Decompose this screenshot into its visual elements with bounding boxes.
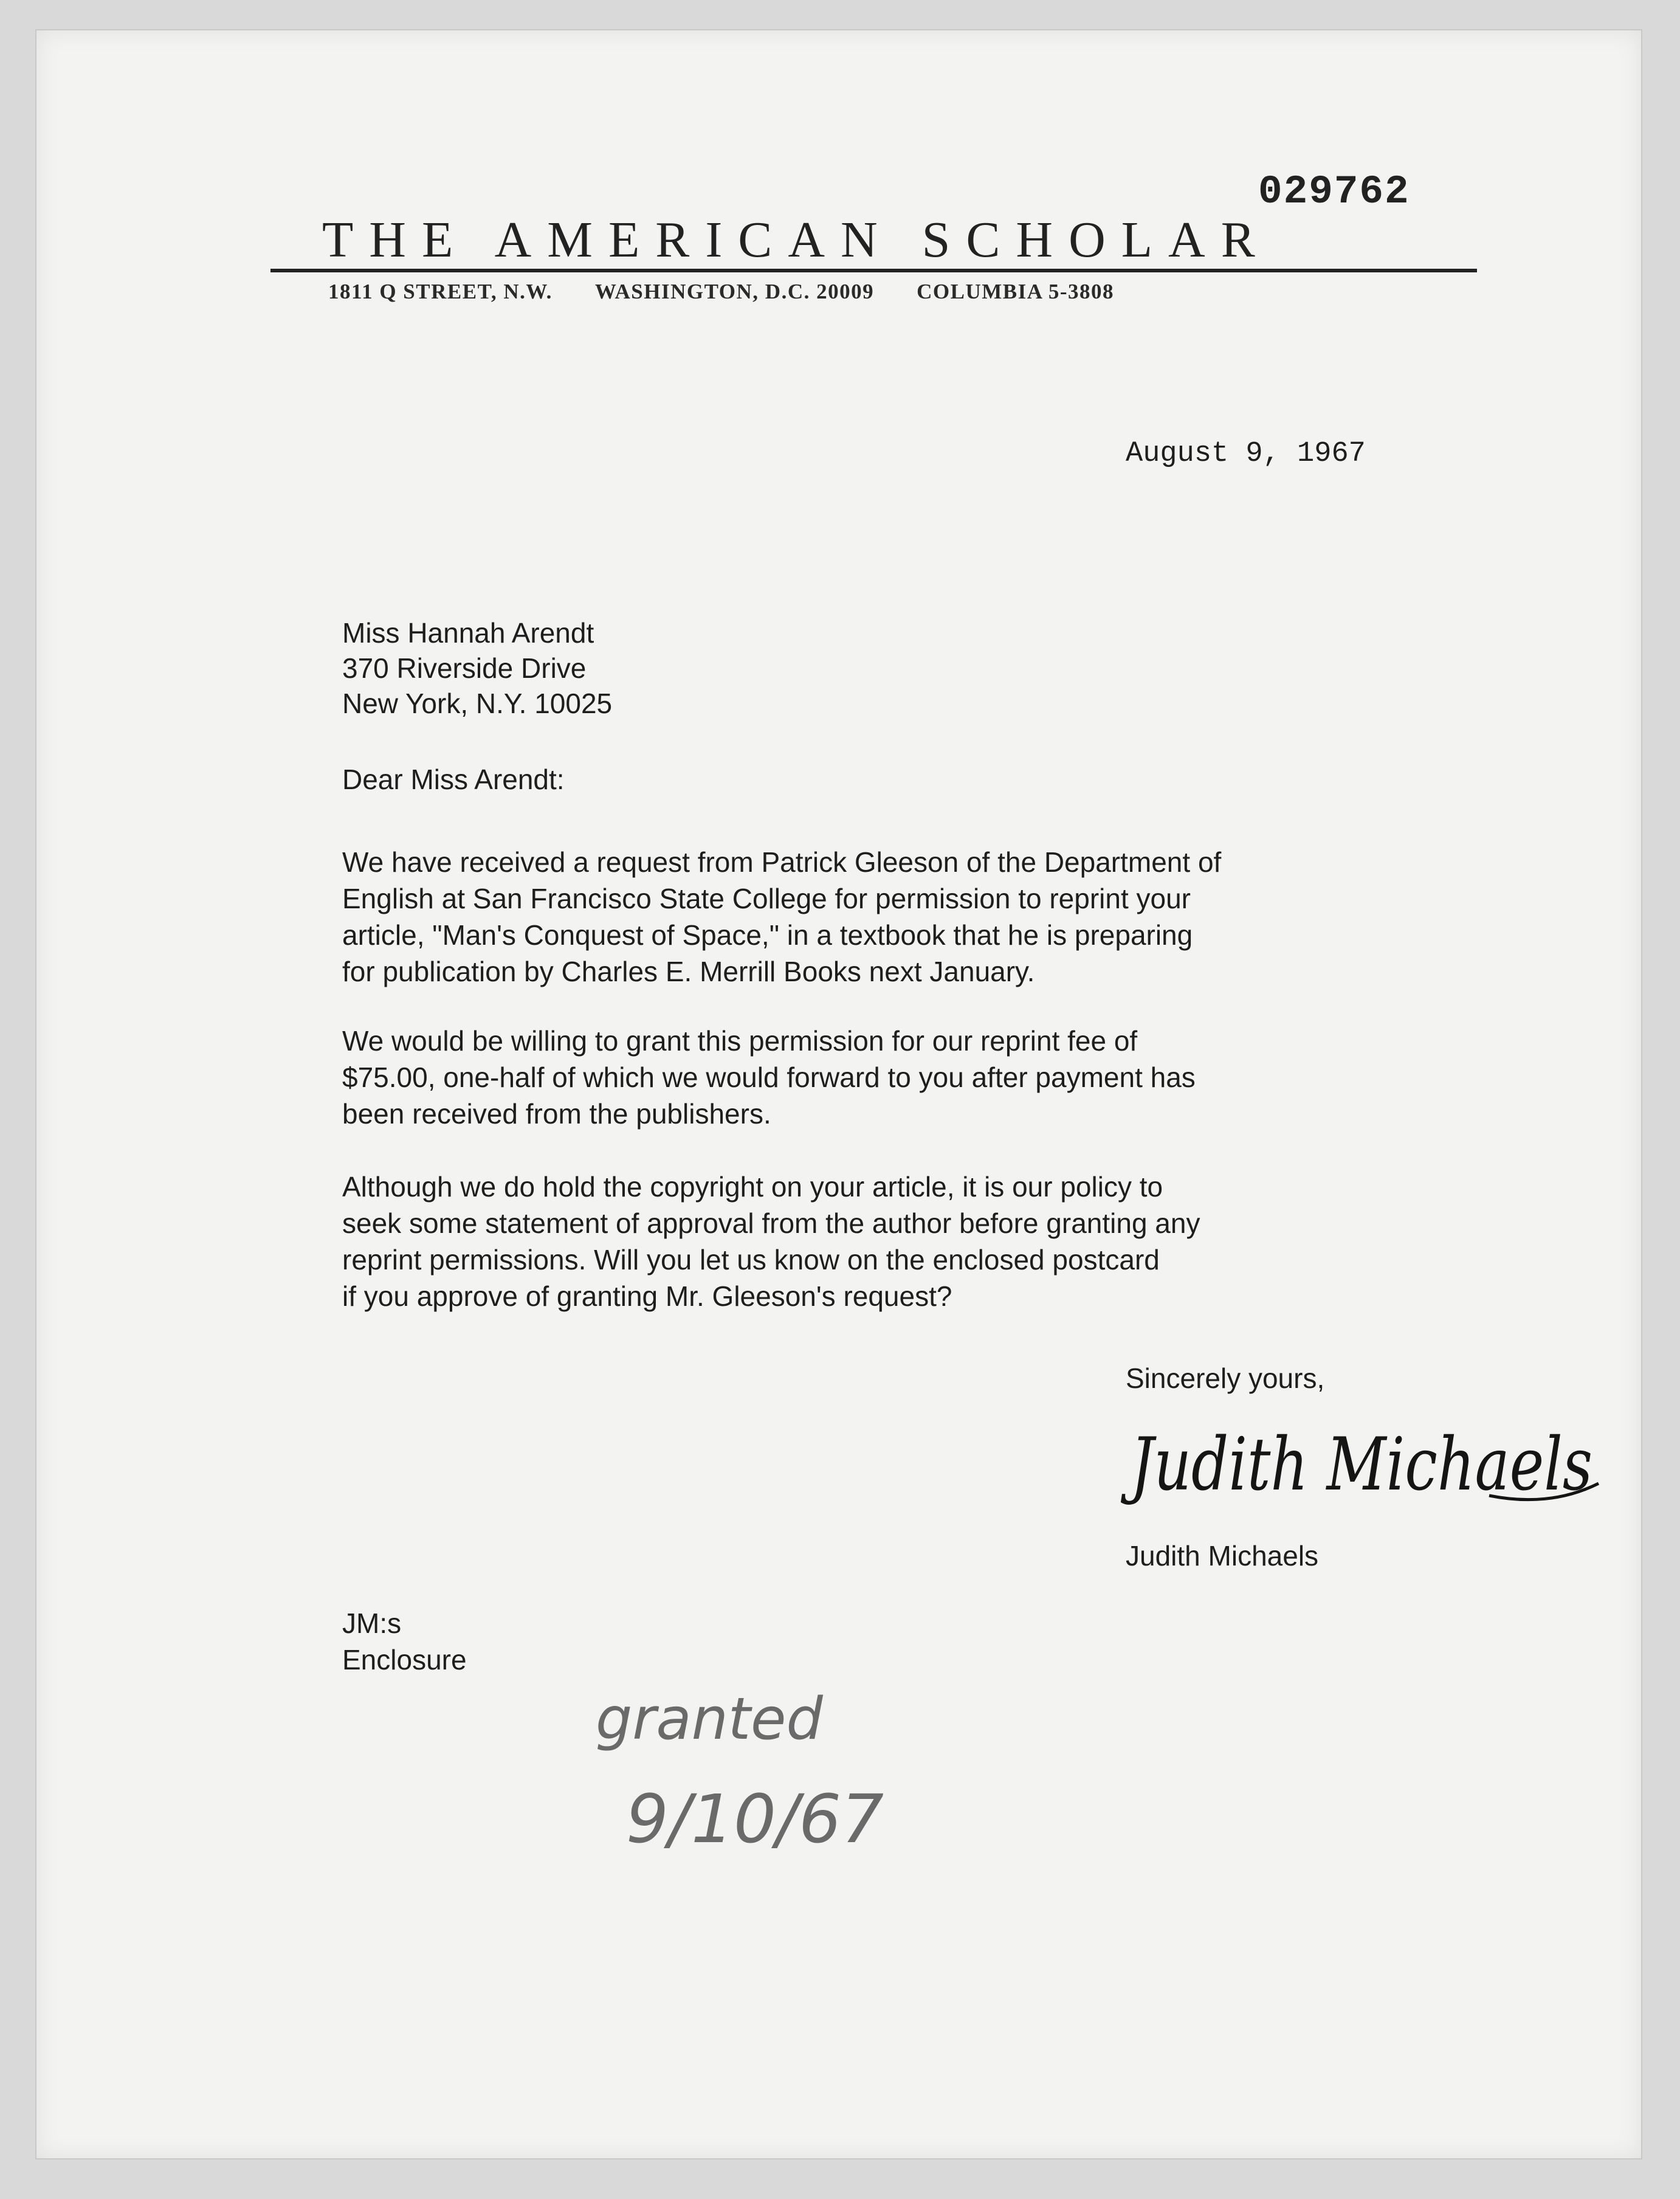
paragraph-line: We would be willing to grant this permission for our reprint fee of xyxy=(342,1025,1138,1057)
handwritten-annotation xyxy=(584,1672,924,1879)
letterhead-rule xyxy=(270,269,1477,272)
paragraph-line: We have received a request from Patrick Gleeson of the Department of xyxy=(342,846,1222,878)
body-paragraph-3 xyxy=(342,1169,1200,1314)
salutation: Dear Miss Arendt: xyxy=(342,764,565,795)
handwritten-signature xyxy=(1120,1423,1611,1520)
recipient-city: New York, N.Y. 10025 xyxy=(342,688,613,719)
letterhead-street: 1811 Q STREET, N.W. xyxy=(328,280,553,303)
signer-name: Judith Michaels xyxy=(1126,1540,1319,1572)
body-paragraph-1 xyxy=(342,844,1221,990)
closing: Sincerely yours, xyxy=(1126,1362,1325,1394)
annotation-granted: granted xyxy=(596,1686,823,1753)
enclosure-note: Enclosure xyxy=(342,1644,467,1676)
letterhead-address xyxy=(328,280,1114,304)
letterhead-phone: COLUMBIA 5-3808 xyxy=(917,280,1114,303)
signature-text: Judith Michaels xyxy=(1120,1423,1592,1507)
letter-page xyxy=(36,30,1641,2158)
letterhead-city: WASHINGTON, D.C. 20009 xyxy=(594,280,875,303)
paragraph-line: reprint permissions. Will you let us know on the enclosed postcard xyxy=(342,1244,1160,1276)
paragraph-line: if you approve of granting Mr. Gleeson's request? xyxy=(342,1280,952,1312)
paragraph-line: article, "Man's Conquest of Space," in a textbook that he is preparing xyxy=(342,919,1193,951)
paragraph-line: seek some statement of approval from the author before granting any xyxy=(342,1207,1200,1239)
paragraph-line: $75.00, one-half of which we would forward to you after payment has xyxy=(342,1062,1196,1093)
paragraph-line: been received from the publishers. xyxy=(342,1098,771,1130)
recipient-address xyxy=(342,615,612,721)
body-paragraph-2 xyxy=(342,1023,1196,1132)
recipient-name: Miss Hannah Arendt xyxy=(342,617,594,649)
document-number: 029762 xyxy=(1258,169,1410,215)
paragraph-line: English at San Francisco State College for permission to reprint your xyxy=(342,883,1191,914)
annotation-date: 9/10/67 xyxy=(626,1780,884,1858)
letter-date: August 9, 1967 xyxy=(1126,438,1366,470)
paragraph-line: Although we do hold the copyright on your article, it is our policy to xyxy=(342,1171,1163,1203)
paragraph-line: for publication by Charles E. Merrill Books next January. xyxy=(342,956,1035,987)
reference-initials: JM:s xyxy=(342,1607,402,1639)
letterhead-title: THE AMERICAN SCHOLAR xyxy=(322,212,1271,268)
recipient-street: 370 Riverside Drive xyxy=(342,652,587,684)
reference-block xyxy=(342,1605,467,1678)
